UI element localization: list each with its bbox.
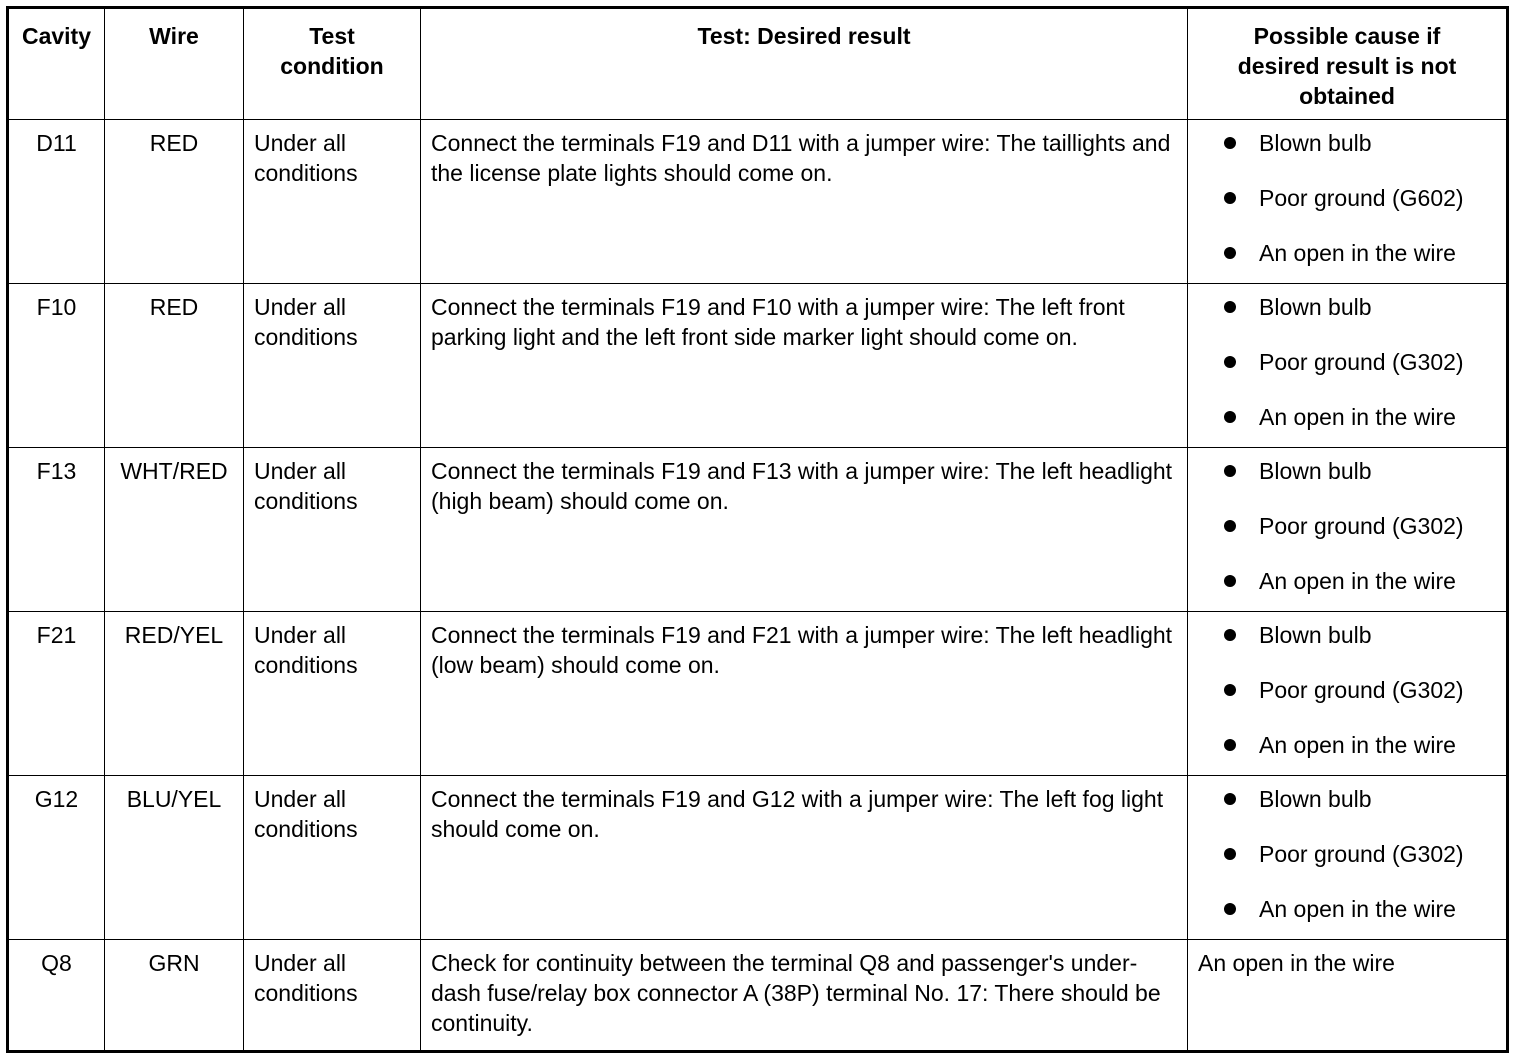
cause-item	[1224, 839, 1496, 869]
cause-text: An open in the wire	[1259, 896, 1456, 922]
wire-cell: WHT/RED	[105, 448, 244, 612]
cause-text: Blown bulb	[1259, 130, 1372, 156]
condition-cell: Under all conditions	[244, 120, 421, 284]
bullet-icon	[1224, 520, 1236, 532]
condition-cell: Under all conditions	[244, 612, 421, 776]
cause-cell	[1188, 120, 1508, 284]
cavity-cell: Q8	[8, 940, 105, 1052]
diagnostic-table	[6, 6, 1509, 1053]
result-cell: Connect the terminals F19 and G12 with a jumper wire: The left fog light should come on.	[421, 776, 1188, 940]
table-row	[8, 776, 1508, 940]
table-row	[8, 284, 1508, 448]
bullet-icon	[1224, 684, 1236, 696]
cause-text: Poor ground (G602)	[1259, 185, 1464, 211]
cause-item	[1224, 183, 1496, 213]
cause-text: An open in the wire	[1259, 404, 1456, 430]
cause-cell	[1188, 448, 1508, 612]
cavity-cell: D11	[8, 120, 105, 284]
cause-item	[1224, 730, 1496, 760]
condition-cell: Under all conditions	[244, 776, 421, 940]
cause-item	[1224, 675, 1496, 705]
cause-item	[1224, 784, 1496, 814]
cause-item	[1224, 566, 1496, 596]
cause-cell	[1188, 284, 1508, 448]
cavity-cell: F10	[8, 284, 105, 448]
bullet-icon	[1224, 739, 1236, 751]
cause-item	[1224, 292, 1496, 322]
condition-cell: Under all conditions	[244, 284, 421, 448]
bullet-icon	[1224, 356, 1236, 368]
cause-text: Blown bulb	[1259, 294, 1372, 320]
condition-cell: Under all conditions	[244, 940, 421, 1052]
bullet-icon	[1224, 301, 1236, 313]
result-cell: Check for continuity between the terminal Q8 and passenger's under-dash fuse/relay box connector A (38P) terminal No. 17: There should be continuity.	[421, 940, 1188, 1052]
header-test-condition: Test condition	[244, 8, 421, 120]
result-cell: Connect the terminals F19 and D11 with a jumper wire: The taillights and the license plate lights should come on.	[421, 120, 1188, 284]
table-row	[8, 612, 1508, 776]
cause-text: Poor ground (G302)	[1259, 513, 1464, 539]
cause-cell: An open in the wire	[1188, 940, 1508, 1052]
cause-item	[1224, 347, 1496, 377]
bullet-icon	[1224, 575, 1236, 587]
cause-item	[1224, 620, 1496, 650]
cause-list	[1198, 620, 1496, 760]
bullet-icon	[1224, 137, 1236, 149]
result-cell: Connect the terminals F19 and F21 with a jumper wire: The left headlight (low beam) should come on.	[421, 612, 1188, 776]
cause-list	[1198, 784, 1496, 924]
header-wire: Wire	[105, 8, 244, 120]
cause-text: An open in the wire	[1259, 568, 1456, 594]
bullet-icon	[1224, 629, 1236, 641]
cavity-cell: F21	[8, 612, 105, 776]
bullet-icon	[1224, 411, 1236, 423]
cause-text: Blown bulb	[1259, 786, 1372, 812]
cause-text: Poor ground (G302)	[1259, 841, 1464, 867]
cause-list	[1198, 456, 1496, 596]
cause-text: Blown bulb	[1259, 458, 1372, 484]
cause-text: Blown bulb	[1259, 622, 1372, 648]
result-cell: Connect the terminals F19 and F13 with a jumper wire: The left headlight (high beam) should come on.	[421, 448, 1188, 612]
bullet-icon	[1224, 465, 1236, 477]
table-row	[8, 120, 1508, 284]
cause-text: An open in the wire	[1259, 732, 1456, 758]
cause-item	[1224, 456, 1496, 486]
bullet-icon	[1224, 192, 1236, 204]
cause-item	[1224, 894, 1496, 924]
wire-cell: BLU/YEL	[105, 776, 244, 940]
table-row	[8, 940, 1508, 1052]
cause-item	[1224, 238, 1496, 268]
header-cavity: Cavity	[8, 8, 105, 120]
cause-list	[1198, 128, 1496, 268]
cause-item	[1224, 402, 1496, 432]
bullet-icon	[1224, 848, 1236, 860]
header-possible-cause: Possible cause if desired result is not obtained	[1188, 8, 1508, 120]
condition-cell: Under all conditions	[244, 448, 421, 612]
wire-cell: RED/YEL	[105, 612, 244, 776]
cause-cell	[1188, 612, 1508, 776]
cavity-cell: G12	[8, 776, 105, 940]
result-cell: Connect the terminals F19 and F10 with a jumper wire: The left front parking light and the left front side marker light should come on.	[421, 284, 1188, 448]
cause-text: Poor ground (G302)	[1259, 349, 1464, 375]
cavity-cell: F13	[8, 448, 105, 612]
wire-cell: GRN	[105, 940, 244, 1052]
bullet-icon	[1224, 793, 1236, 805]
cause-cell	[1188, 776, 1508, 940]
cause-item	[1224, 511, 1496, 541]
wire-cell: RED	[105, 284, 244, 448]
cause-text: Poor ground (G302)	[1259, 677, 1464, 703]
header-desired-result: Test: Desired result	[421, 8, 1188, 120]
cause-list	[1198, 292, 1496, 432]
cause-item	[1224, 128, 1496, 158]
bullet-icon	[1224, 247, 1236, 259]
header-row	[8, 8, 1508, 120]
bullet-icon	[1224, 903, 1236, 915]
cause-text: An open in the wire	[1259, 240, 1456, 266]
wire-cell: RED	[105, 120, 244, 284]
table-row	[8, 448, 1508, 612]
